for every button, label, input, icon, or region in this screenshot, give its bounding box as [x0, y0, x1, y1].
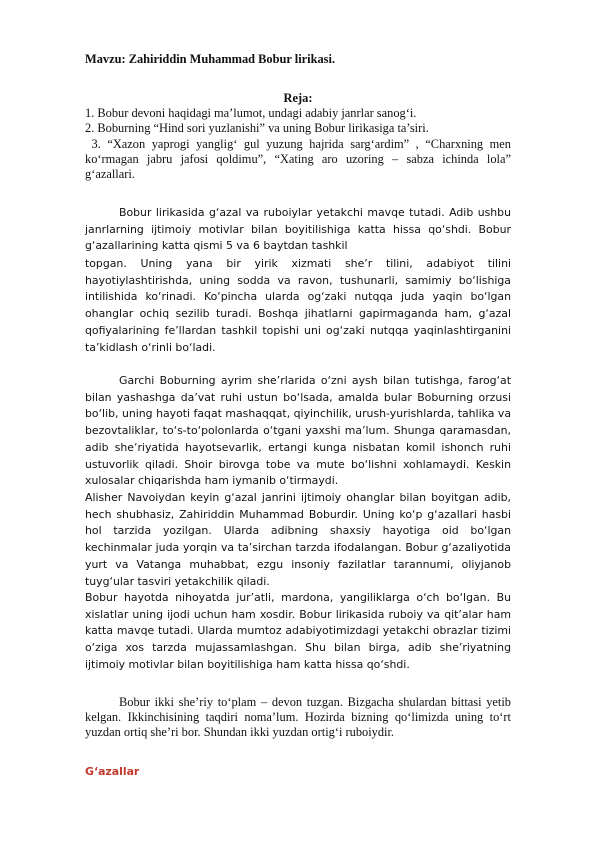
- paragraph-3: Alisher Navoiydan keyin g‘azal janrini ijtimoiy ohanglar bilan boyitgan adib, hech shubhasiz, Zahiriddin Muhammad Boburdir. Uning ko‘p g‘azallari hasbi hol tarzida yozilgan. Ularda adibning shaxsiy hayotiga oid bo‘lgan kechinmalar juda yorqin va ta’sirchan tarzda ifodalangan. Bobur g‘azaliyotida yurt va Vatanga muhabbat, ezgu insoniy fazilatlar tarannumi, oliyjanob tuyg‘ular tasviri yetakchilik qiladi.: [85, 491, 511, 588]
- paragraph-4: Bobur hayotda nihoyatda jur’atli, mardona, yangiliklarga o‘ch bo‘lgan. Bu xislatlar uning ijodi uchun ham xosdir. Bobur lirikasida ruboiy va qit’alar ham katta mavqe tutadi. Ularda mumtoz adabiyotimizdagi yetakchi obrazlar tizimi o‘ziga xos tarzda mujassamlashgan. Shu bilan birga, adib she’riyatning ijtimoiy motivlar bilan boyitilishiga ham katta hissa qo‘shdi.: [85, 591, 511, 671]
- paragraph-2: Garchi Boburning ayrim she’rlarida o‘zni aysh bilan tutishga, farog‘at bilan yashashga da’vat ruhi ustun bo‘lsada, amalda bular Boburning orzusi bo‘lib, uning hayoti faqat mashaqqat, qiyinchilik, urush-yurishlarda, tahlika va bezovtaliklar, to‘s-to‘polonlarda o‘tgani yaxshi ma’lum. Shunga qaramasdan, adib she’riyatida hayotsevarlik, ertangi kunga nisbatan komil ishonch ruhi ustuvorlik qiladi. Shoir birovga tobe va mute bo‘lishni xohlamaydi. Keskin xulosalar chiqarishda ham iymanib o‘tirmaydi.: [85, 374, 511, 488]
- paragraph-5: Bobur ikki she’riy to‘plam – devon tuzgan. Bizgacha shulardan bittasi yetib kelgan. Ikkinchisining taqdiri noma’lum. Hozirda bizning qo‘limizda uning to‘rt yuzdan ortiq she’ri bor. Shundan ikki yuzdan ortig‘i ruboiydir.: [85, 695, 511, 740]
- plan-heading: Reja:: [283, 91, 313, 105]
- plan-item-2: 2. Boburning “Hind sori yuzlanishi” va uning Bobur lirikasiga ta’siri.: [85, 121, 429, 135]
- plan-item-1: 1. Bobur devoni haqidagi ma’lumot, undagi adabiy janrlar sanog‘i.: [85, 106, 417, 120]
- plan-item-3: 3. “Xazon yaprogi yanglig‘ gul yuzung hajrida sarg‘ardim” , “Charxning men ko‘rmagan jabru jafosi qoldimu”, “Xating aro uzoring – sabza ichinda lola” g‘azallari.: [85, 137, 515, 182]
- document-title: Mavzu: Zahiriddin Muhammad Bobur lirikasi.: [85, 52, 336, 66]
- paragraph-1-continued: topgan. Uning yana bir yirik xizmati she’r tilini, adabiyot tilini hayotiylashtirishda, uning sodda va ravon, tushunarli, samimiy bo‘lishiga intilishida ko‘rinadi. Ko‘pincha ularda og‘zaki nutqqa juda yaqin bo‘lgan ohanglar ochiq sezilib turadi. Boshqa jihatlarni gapirmaganda ham, g‘azal qofiyalarining fe’llardan tashkil topishi uni og‘zaki nutqqa yaqinlashtirganini ta’kidlash o‘rinli bo‘ladi.: [85, 257, 511, 354]
- section-heading: G‘azallar: [85, 765, 140, 778]
- paragraph-1: Bobur lirikasida g‘azal va ruboiylar yetakchi mavqe tutadi. Adib ushbu janrlarning ijtimoiy motivlar bilan boyitilishiga katta hissa qo‘shdi. Bobur g‘azallarining katta qismi 5 va 6 baytdan tashkil: [85, 206, 511, 253]
